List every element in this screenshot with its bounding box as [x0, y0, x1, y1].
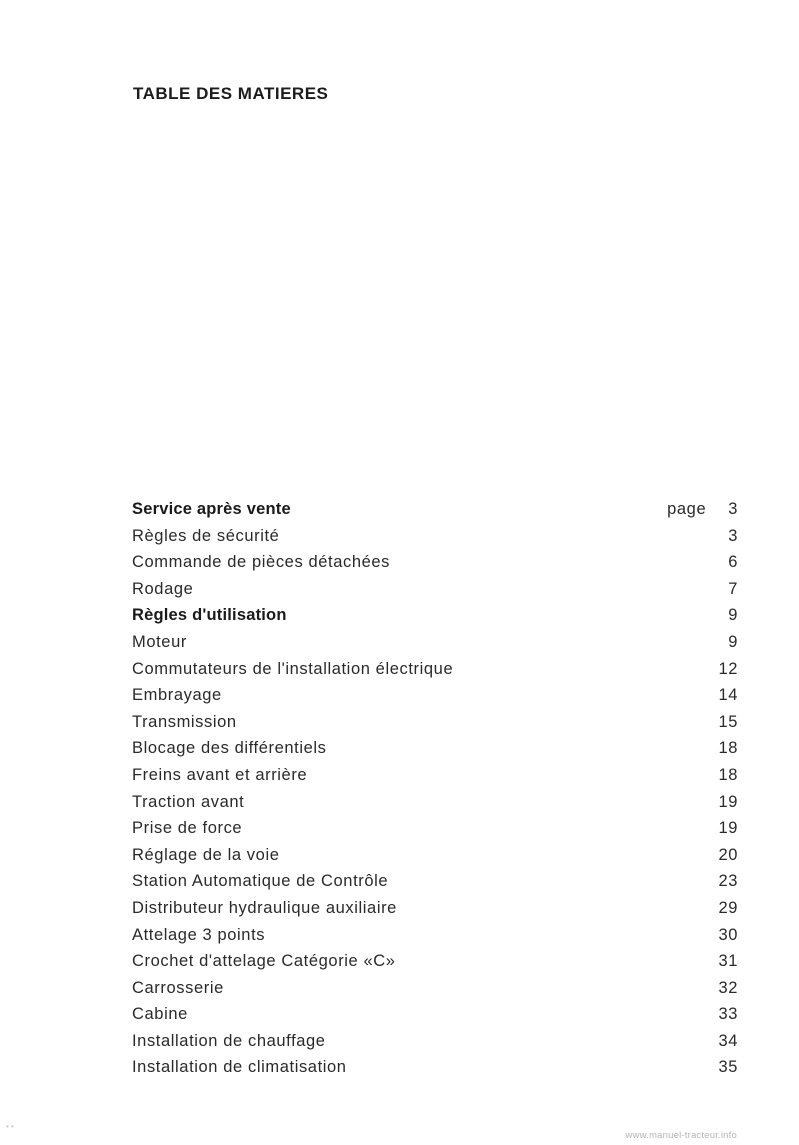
toc-entry-title: Carrosserie [132, 978, 224, 997]
toc-entry-title: Attelage 3 points [132, 925, 266, 944]
toc-row [132, 948, 738, 975]
toc-entry-title: Service après vente [132, 500, 291, 518]
toc-row [132, 815, 738, 842]
toc-entry-page: 32 [718, 978, 738, 997]
toc-row [132, 682, 738, 709]
toc-entry-page: 19 [718, 792, 738, 811]
page-number: 3 [728, 500, 738, 518]
toc-entry-title: Transmission [132, 712, 237, 731]
toc-entry-title: Station Automatique de Contrôle [132, 872, 389, 891]
toc-row [132, 656, 738, 683]
toc-entry-page: 9 [728, 606, 738, 625]
toc-row [132, 496, 738, 523]
toc-row [132, 842, 738, 869]
toc-row [132, 1001, 738, 1028]
toc-row [132, 975, 738, 1002]
toc-entry-title: Installation de climatisation [132, 1058, 347, 1077]
toc-row [132, 576, 738, 603]
toc-row [132, 762, 738, 789]
toc-row [132, 549, 738, 576]
toc-entry-page: 14 [718, 686, 738, 705]
toc-entry-title: Traction avant [132, 792, 245, 811]
toc-entry-title: Commande de pièces détachées [132, 553, 391, 572]
toc-row [132, 868, 738, 895]
toc-entry-page: 19 [718, 819, 738, 838]
toc-entry-title: Rodage [132, 579, 194, 598]
watermark: www.manuel-tracteur.info [625, 1130, 737, 1141]
toc-entry-page: 23 [718, 872, 738, 891]
toc-entry-title: Installation de chauffage [132, 1031, 326, 1050]
toc-row [132, 735, 738, 762]
toc-row [132, 789, 738, 816]
scan-mark: • • [6, 1122, 14, 1131]
toc-entry-page: 35 [718, 1058, 738, 1077]
toc-row [132, 523, 738, 550]
toc-row [132, 709, 738, 736]
toc-entry-title: Moteur [132, 632, 187, 651]
page-prefix: page [667, 500, 707, 518]
toc-entry-title: Réglage de la voie [132, 845, 280, 864]
toc-entry-page: 7 [728, 579, 738, 598]
toc-entry-page: 12 [718, 659, 738, 678]
toc-entry-title: Règles de sécurité [132, 526, 280, 545]
toc-entry-title: Freins avant et arrière [132, 765, 308, 784]
toc-entry-page: 6 [728, 553, 738, 572]
toc-entry-page: 15 [718, 712, 738, 731]
toc-entry-title: Blocage des différentiels [132, 739, 327, 758]
toc-entry-page: 34 [718, 1031, 738, 1050]
toc-entry-title: Commutateurs de l'installation électrique [132, 659, 454, 678]
toc-entry-page: 9 [728, 632, 738, 651]
toc-entry-title: Crochet d'attelage Catégorie «C» [132, 952, 396, 971]
toc-entry-title: Prise de force [132, 819, 243, 838]
toc-row [132, 922, 738, 949]
toc-row [132, 1054, 738, 1081]
toc-row [132, 895, 738, 922]
toc-entry-page: 31 [718, 952, 738, 971]
toc-entry-page: 18 [718, 765, 738, 784]
toc-entry-page: 3 [728, 526, 738, 545]
toc-row [132, 602, 738, 629]
table-of-contents [132, 496, 738, 1081]
toc-entry-page: 30 [718, 925, 738, 944]
toc-entry-page: 20 [718, 845, 738, 864]
toc-entry-page: 33 [718, 1005, 738, 1024]
toc-entry-page: 18 [718, 739, 738, 758]
page-title: TABLE DES MATIERES [133, 84, 329, 103]
toc-entry-page: 29 [718, 898, 738, 917]
toc-row [132, 629, 738, 656]
toc-entry-title: Cabine [132, 1005, 188, 1024]
toc-entry-page [667, 496, 738, 523]
toc-entry-title: Règles d'utilisation [132, 606, 287, 625]
toc-row [132, 1028, 738, 1055]
toc-entry-title: Distributeur hydraulique auxiliaire [132, 898, 397, 917]
toc-entry-title: Embrayage [132, 686, 222, 705]
